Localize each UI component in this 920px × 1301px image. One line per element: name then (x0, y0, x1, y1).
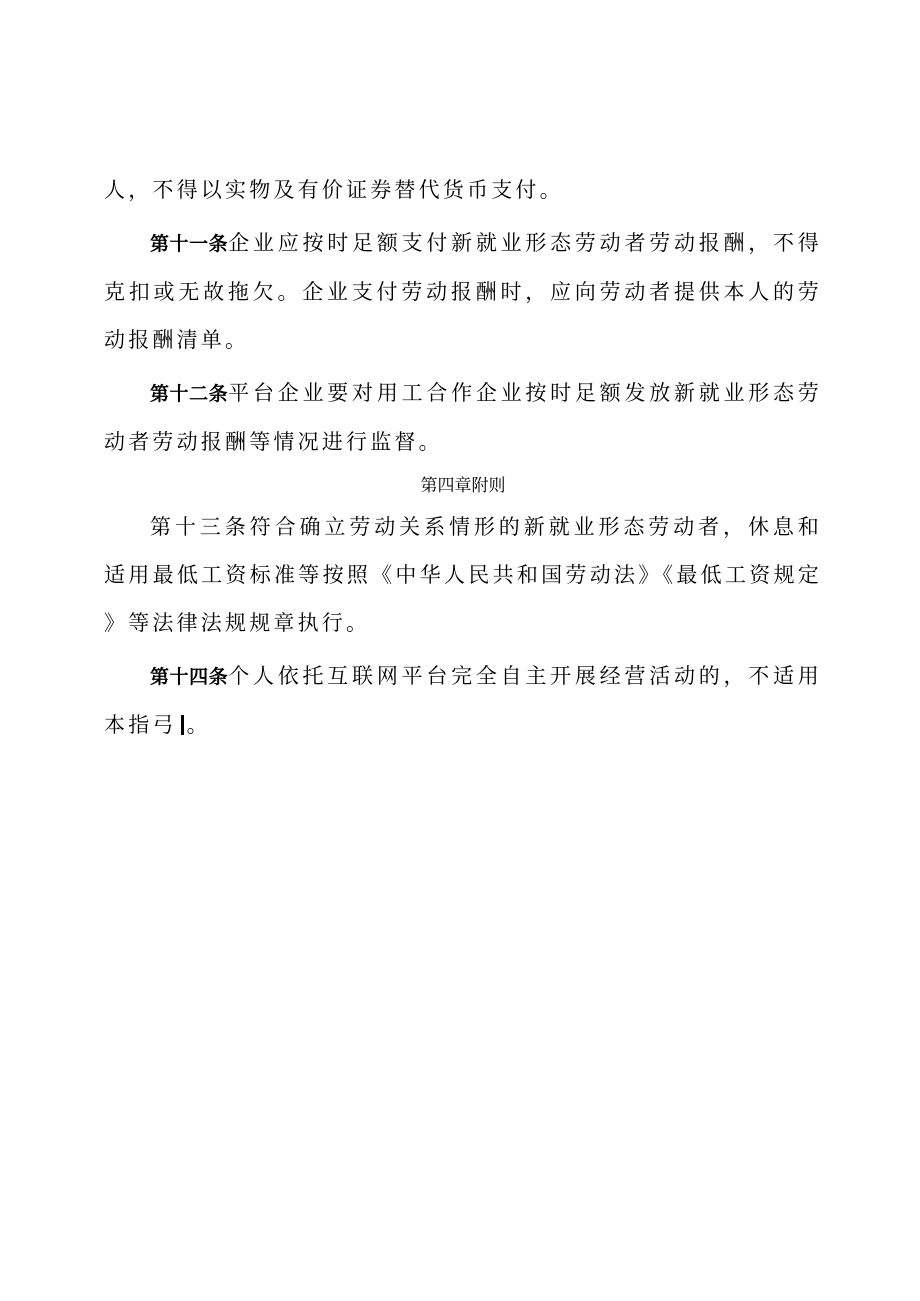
article-heading: 第十一条 (150, 233, 229, 255)
chapter-title: 第四章附则 (420, 476, 506, 496)
document-body (104, 166, 822, 754)
article-text: 平台企业要对用工合作企业按时足额发放新就业形态劳动者劳动报酬等情况进行监督。 (104, 381, 822, 454)
article-heading: 第十二条 (150, 383, 229, 405)
article-text-tail: 。 (186, 713, 211, 737)
article-11 (104, 219, 822, 364)
article-text: 第十三条符合确立劳动关系情形的新就业形态劳动者，休息和适用最低工资标准等按照《中华人民共和国劳动法》《最低工资规定》等法律法规规章执行。 (104, 515, 822, 635)
paragraph-continuation (104, 166, 822, 214)
article-text: 个人依托互联网平台完全自主开展经营活动的，不适用本指弓 (104, 664, 822, 737)
article-text: 企业应按时足额支付新就业形态劳动者劳动报酬，不得克扣或无故拖欠。企业支付劳动报酬时，应向劳动者提供本人的劳动报酬清单。 (104, 231, 822, 352)
article-13 (104, 503, 822, 647)
article-12 (104, 369, 822, 466)
paragraph-text: 人，不得以实物及有价证券替代货币支付。 (104, 178, 564, 202)
article-14 (104, 652, 822, 749)
text-cursor-mark (181, 715, 184, 735)
article-heading: 第十四条 (150, 666, 229, 688)
